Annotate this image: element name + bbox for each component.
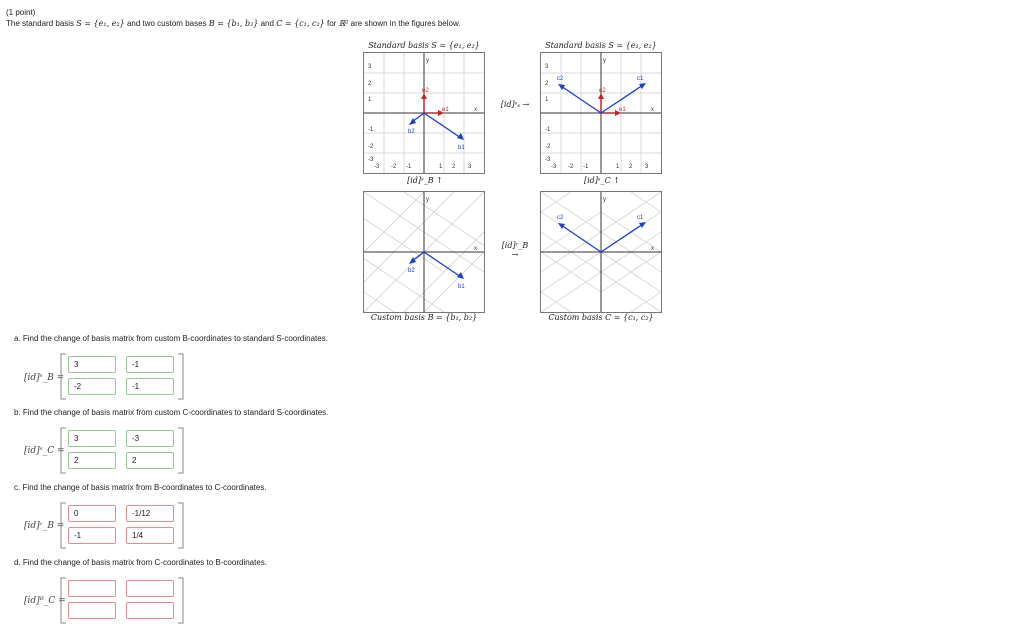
matrix-a-cell-11[interactable]: 3: [68, 356, 116, 373]
intro-basis-B: B = {b₁, b₂}: [208, 19, 259, 28]
graph-custom-C: [540, 191, 662, 313]
tick-y2: 2: [545, 81, 549, 87]
matrix-a-cell-12[interactable]: -1: [126, 356, 174, 373]
custom-basis-C-plot: [541, 192, 661, 312]
tick-y2: 2: [368, 81, 372, 87]
axis-y-label: y: [603, 197, 606, 203]
standard-basis-plot-left: [364, 53, 484, 173]
vector-c2-label: c2: [557, 215, 564, 221]
intro-text-5: are shown in the figures below.: [350, 19, 461, 28]
matrix-a-cell-22[interactable]: -1: [126, 378, 174, 395]
vector-b1-label: b1: [458, 284, 465, 290]
point-value: (1 point): [6, 8, 36, 17]
axis-y-label: y: [426, 58, 429, 64]
vector-e1-label: e1: [619, 107, 626, 113]
fig-title-bottom-right: Custom basis C = {c₁, c₂}: [548, 313, 654, 322]
tick-x1: 1: [439, 164, 443, 170]
question-d-text: d. Find the change of basis matrix from C-coordinates to B-coordinates.: [14, 558, 268, 567]
fig-title-bottom-left: Custom basis B = {b₁, b₂}: [370, 313, 478, 322]
matrix-d-cell-12[interactable]: [126, 580, 174, 597]
matrix-c-cell-11[interactable]: 0: [68, 505, 116, 522]
intro-R2: ℝ²: [338, 19, 349, 28]
tick-y3: 3: [545, 64, 549, 70]
matrix-d-cell-11[interactable]: [68, 580, 116, 597]
problem-intro: [6, 19, 461, 28]
axis-x-label: x: [474, 107, 477, 113]
vector-e1-label: e1: [442, 107, 449, 113]
tick-ym2: -2: [368, 144, 374, 150]
tick-y1: 1: [545, 97, 549, 103]
axis-x-label: x: [651, 107, 654, 113]
tick-x2: 2: [452, 164, 456, 170]
tick-xm3: -3: [551, 164, 557, 170]
tick-ym1: -1: [368, 127, 374, 133]
tick-ym2: -2: [545, 144, 551, 150]
matrix-c-cell-22[interactable]: 1/4: [126, 527, 174, 544]
tick-xm1: -1: [583, 164, 589, 170]
vector-b2-label: b2: [408, 129, 415, 135]
axis-y-label: y: [426, 197, 429, 203]
graph-standard-left: [363, 52, 485, 174]
question-a-text: a. Find the change of basis matrix from custom B-coordinates to standard S-coordinates.: [14, 334, 328, 343]
vector-b2-label: b2: [408, 268, 415, 274]
vector-c1-label: c1: [637, 215, 644, 221]
arrow-label-left: [id]ˢ_B ↑: [407, 176, 443, 185]
tick-ym3: -3: [545, 157, 551, 163]
fig-title-top-left: Standard basis S = {e₁, e₂}: [368, 41, 480, 50]
question-b-label: [id]ˢ_C =: [24, 446, 65, 456]
matrix-b-cell-12[interactable]: -3: [126, 430, 174, 447]
arrow-label-right: [id]ˢ_C ↑: [584, 176, 620, 185]
matrix-d-cell-21[interactable]: [68, 602, 116, 619]
axis-y-label: y: [603, 58, 606, 64]
vector-e2-label: e2: [422, 88, 429, 94]
tick-xm3: -3: [374, 164, 380, 170]
vector-e2-label: e2: [599, 88, 606, 94]
intro-basis-S: S = {e₁, e₂}: [76, 19, 125, 28]
tick-ym1: -1: [545, 127, 551, 133]
arrow-label-bottom: [id]ᶜ_B →: [501, 241, 529, 259]
intro-text-4: for: [327, 19, 337, 28]
axis-x-label: x: [474, 246, 477, 252]
tick-xm1: -1: [406, 164, 412, 170]
intro-text-1: The standard basis: [6, 19, 75, 28]
tick-x1: 1: [616, 164, 620, 170]
arrow-label-top: [id]ˢₛ →: [500, 100, 530, 109]
matrix-d-cell-22[interactable]: [126, 602, 174, 619]
question-c-text: c. Find the change of basis matrix from B-coordinates to C-coordinates.: [14, 483, 267, 492]
matrix-b-cell-22[interactable]: 2: [126, 452, 174, 469]
graph-custom-B: [363, 191, 485, 313]
matrix-b-cell-21[interactable]: 2: [68, 452, 116, 469]
matrix-b-cell-11[interactable]: 3: [68, 430, 116, 447]
standard-basis-plot-right: [541, 53, 661, 173]
custom-basis-B-plot: [364, 192, 484, 312]
tick-x3: 3: [645, 164, 649, 170]
tick-ym3: -3: [368, 157, 374, 163]
intro-basis-C: C = {c₁, c₂}: [276, 19, 325, 28]
question-d-label: [id]ᴮ_C =: [24, 596, 66, 606]
axis-x-label: x: [651, 246, 654, 252]
question-c-label: [id]ᶜ_B =: [24, 521, 65, 531]
matrix-c-cell-12[interactable]: -1/12: [126, 505, 174, 522]
graph-standard-right: [540, 52, 662, 174]
tick-x3: 3: [468, 164, 472, 170]
tick-xm2: -2: [391, 164, 397, 170]
intro-text-3: and: [260, 19, 274, 28]
tick-y1: 1: [368, 97, 372, 103]
tick-xm2: -2: [568, 164, 574, 170]
tick-y3: 3: [368, 64, 372, 70]
matrix-c-cell-21[interactable]: -1: [68, 527, 116, 544]
vector-b1-label: b1: [458, 145, 465, 151]
tick-x2: 2: [629, 164, 633, 170]
question-b-text: b. Find the change of basis matrix from custom C-coordinates to standard S-coordinates.: [14, 408, 329, 417]
question-a-label: [id]ˢ_B =: [24, 373, 65, 383]
matrix-a-cell-21[interactable]: -2: [68, 378, 116, 395]
intro-text-2: and two custom bases: [126, 19, 207, 28]
fig-title-top-right: Standard basis S = {e₁, e₂}: [545, 41, 657, 50]
vector-c2-label: c2: [557, 76, 564, 82]
vector-c1-label: c1: [637, 76, 644, 82]
